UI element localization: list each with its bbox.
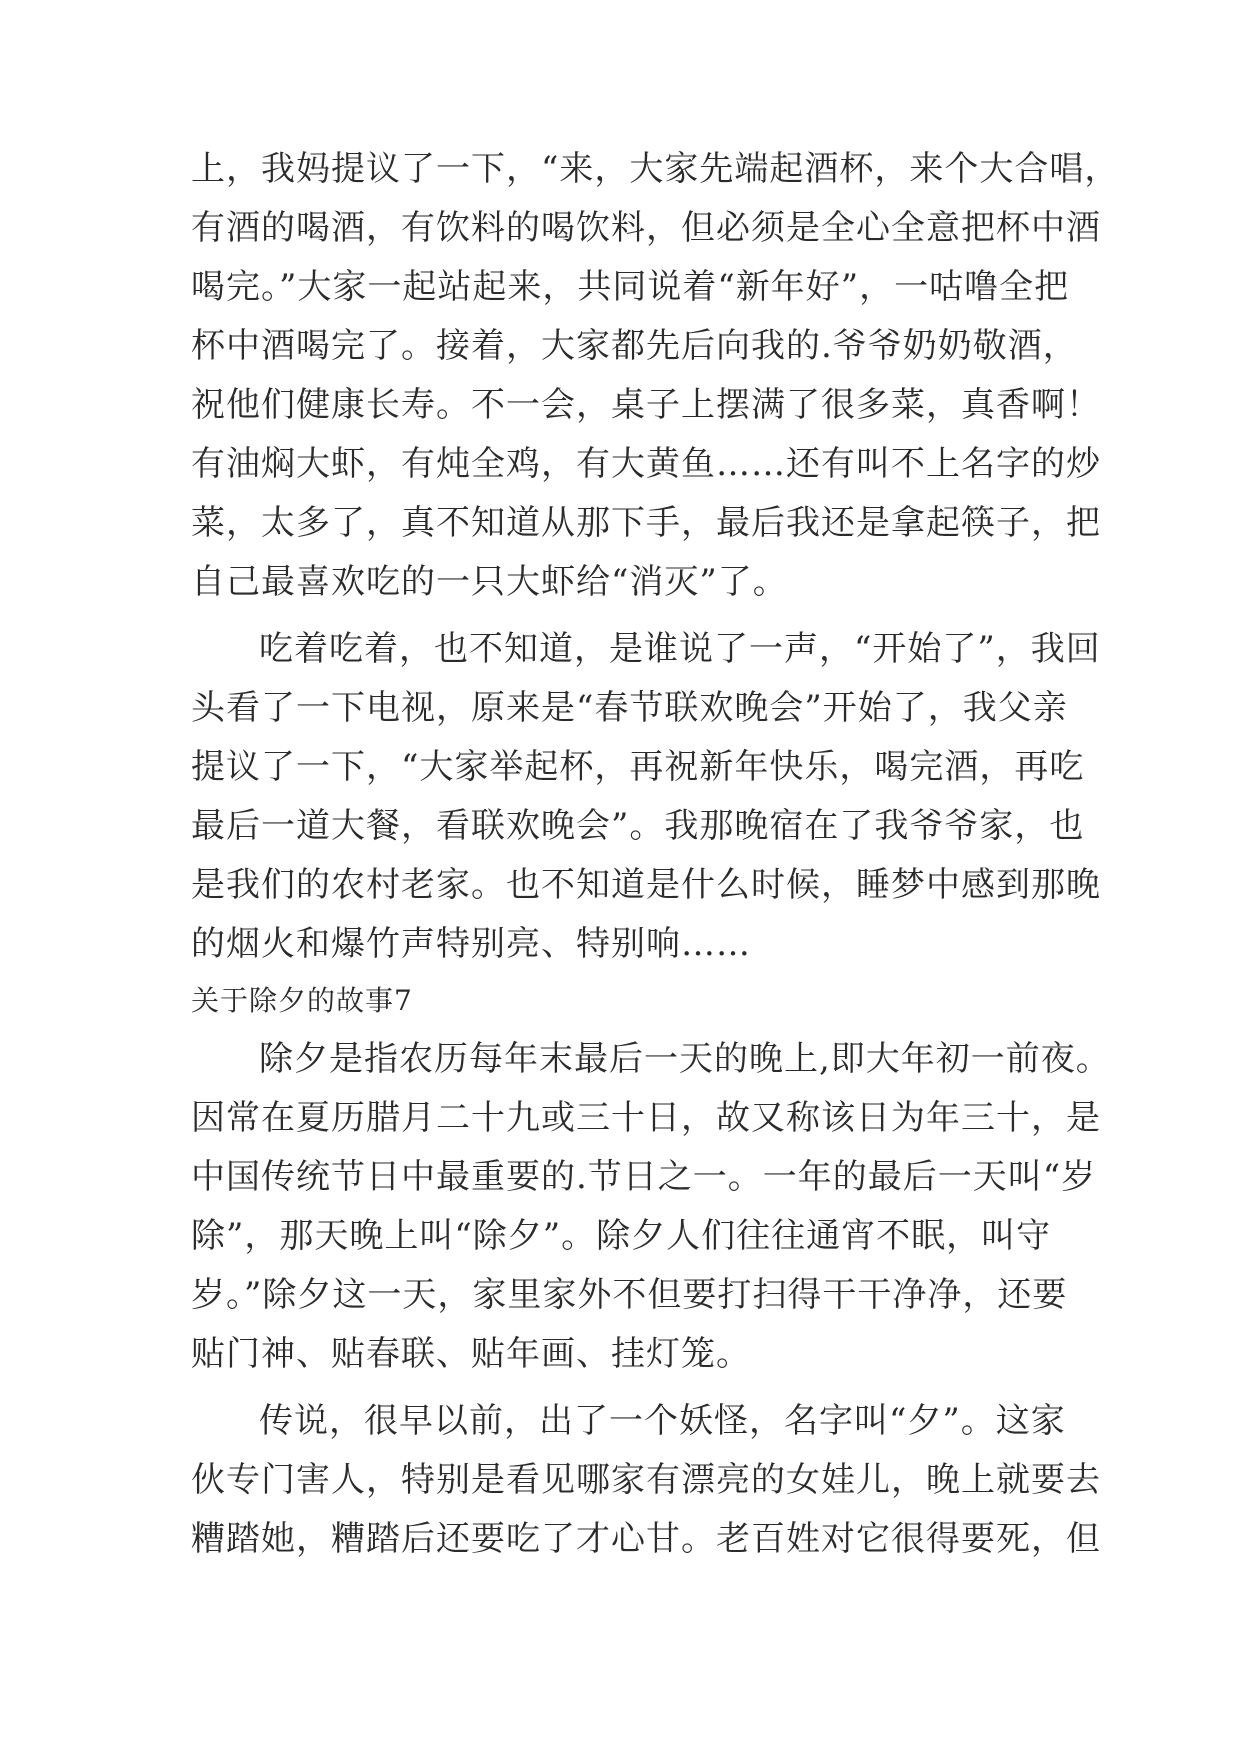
text-line: 杯中酒喝完了。接着，大家都先后向我的.爷爷奶奶敬酒，	[191, 326, 1078, 366]
text-line: 因常在夏历腊月二十九或三十日，故又称该日为年三十，是	[191, 1098, 1101, 1138]
text-line: 最后一道大餐，看联欢晚会”。我那晚宿在了我爷爷家，也	[191, 806, 1085, 846]
text-line: 传说，很早以前，出了一个妖怪，名字叫“夕”。这家	[259, 1401, 1066, 1441]
text-line: 贴门神、贴春联、贴年画、挂灯笼。	[191, 1334, 751, 1374]
text-line: 祝他们健康长寿。不一会，桌子上摆满了很多菜，真香啊！	[191, 385, 1101, 425]
section-heading-block	[191, 975, 1071, 1027]
text-line: 岁。”除夕这一天，家里家外不但要打扫得干干净净，还要	[191, 1275, 1068, 1315]
text-line: 自己最喜欢吃的一只大虾给“消灭”了。	[191, 562, 788, 602]
text-line: 的烟火和爆竹声特别亮、特别响……	[191, 924, 751, 964]
paragraph-3	[191, 1030, 1111, 1384]
text-line: 吃着吃着，也不知道，是谁说了一声，“开始了”，我回	[259, 629, 1101, 669]
paragraph-1	[191, 140, 1120, 612]
paragraph-4	[191, 1392, 1101, 1569]
text-line: 中国传统节日中最重要的.节日之一。一年的最后一天叫“岁	[191, 1157, 1097, 1197]
paragraph-2	[191, 620, 1101, 974]
text-line: 有酒的喝酒，有饮料的喝饮料，但必须是全心全意把杯中酒	[191, 208, 1101, 248]
text-line: 糟踏她，糟踏后还要吃了才心甘。老百姓对它很得要死，但	[191, 1519, 1101, 1559]
text-line: 伙专门害人，特别是看见哪家有漂亮的女娃儿，晚上就要去	[191, 1460, 1101, 1500]
section-heading: 关于除夕的故事7	[191, 984, 413, 1017]
text-line: 是我们的农村老家。也不知道是什么时候，睡梦中感到那晚	[191, 865, 1101, 905]
text-line: 上，我妈提议了一下，“来，大家先端起酒杯，来个大合唱，	[191, 149, 1120, 189]
text-line: 头看了一下电视，原来是“春节联欢晚会”开始了，我父亲	[191, 688, 1068, 728]
text-line: 提议了一下，“大家举起杯，再祝新年快乐，喝完酒，再吃	[191, 747, 1085, 787]
text-line: 菜，太多了，真不知道从那下手，最后我还是拿起筷子，把	[191, 503, 1101, 543]
text-line: 有油焖大虾，有炖全鸡，有大黄鱼……还有叫不上名字的炒	[191, 444, 1101, 484]
text-line: 喝完。”大家一起站起来，共同说着“新年好”，一咕噜全把	[191, 267, 1070, 307]
text-line: 除夕是指农历每年末最后一天的晚上,即大年初一前夜。	[259, 1039, 1111, 1079]
text-line: 除”，那天晚上叫“除夕”。除夕人们往往通宵不眠，叫守	[191, 1216, 1052, 1256]
